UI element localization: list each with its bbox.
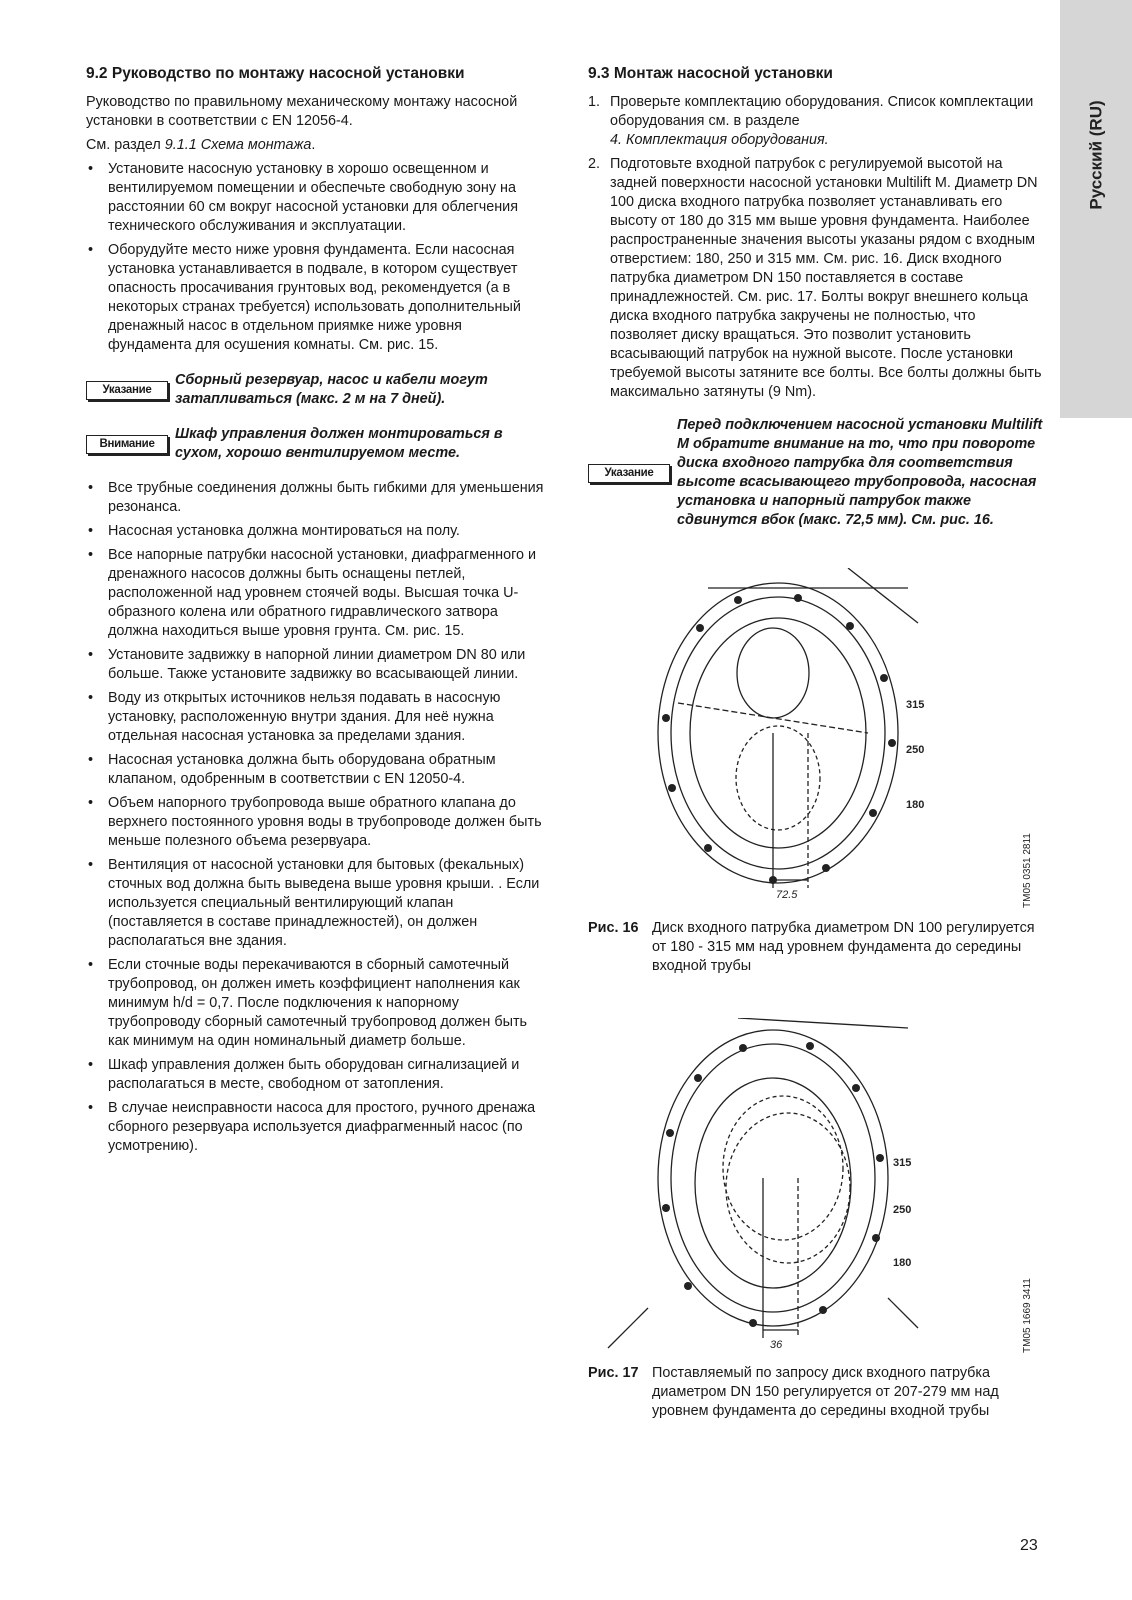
step-number: 2.	[588, 156, 601, 172]
base-line-left	[608, 1308, 648, 1348]
inlet-position-mid	[723, 1096, 843, 1240]
level-250: 250	[893, 1204, 912, 1216]
list-item: • Если сточные воды перекачиваются в сборный самотечный трубопровод, он должен иметь коэффициент наполнения как минимум h/d = 0,7. После подключения к напорному трубопроводу сборный самотечный трубопровод должен быть как минимум на один номинальный диаметр больше.	[86, 956, 546, 1051]
inlet-position-top	[737, 628, 809, 718]
reference-suffix: .	[311, 137, 316, 153]
step-text: Проверьте комплектацию оборудования. Список комплектации оборудования см. в разделе	[610, 94, 1034, 129]
list-item: • Оборудуйте место ниже уровня фундамента. Если насосная установка устанавливается в подвале, в котором существует опасность просачивания грунтовых вод, рекомендуется (а в некоторых странах требуется) использовать дополнительный дренажный насос в отдельном приямке ниже уровня фундамента для осушения комнаты. См. рис. 15.	[86, 241, 546, 355]
list-item: • В случае неисправности насоса для простого, ручного дренажа сборного резервуара используется диафрагменный насос (по усмотрению).	[86, 1099, 546, 1156]
list-item: • Воду из открытых источников нельзя подавать в насосную установку, расположенную внутри здания. Для неё нужна отдельная насосная установка за пределами здания.	[86, 689, 546, 746]
list-item: • Установите задвижку в напорной линии диаметром DN 80 или больше. Также установите задвижку во всасывающей линии.	[86, 646, 546, 684]
level-180: 180	[893, 1257, 912, 1269]
reference-link[interactable]: 9.1.1 Схема монтажа	[164, 137, 312, 153]
inner-ring	[695, 1078, 851, 1288]
outer-ring	[658, 1030, 888, 1326]
steps-list	[588, 93, 1043, 402]
list-item: • Вентиляция от насосной установки для бытовых (фекальных) сточных вод должна быть выведена выше уровня крыши. . Если используется специальный вентилирующий клапан (поставляется в составе принадлежностей), он должен располагаться вне здания.	[86, 856, 546, 951]
outer-ring-inner	[671, 597, 885, 869]
caption-label: Рис. 16	[588, 920, 639, 936]
caption-label: Рис. 17	[588, 1365, 639, 1381]
step-text: Подготовьте входной патрубок с регулируемой высотой на задней поверхности насосной установки Multilift M. Диаметр DN 100 диска входного патрубка позволяет устанавливать его высоту от 180 до 315 мм выше уровня фундамента. Наиболее распространенные значения высоты указаны рядом с входным отверстием: 180, 250 и 315 мм. См. рис. 16. Диск входного патрубка диаметром DN 150 поставляется в составе принадлежностей. См. рис. 17. Болты вокруг внешнего кольца диска входного патрубка закручены не полностью, что позволяет диску вращаться. Это позволит установить всасывающий патрубок на нужной высоте. После установки требуемой высоты затяните все болты. Все болты должны быть максимально затянуты (9 Nm).	[610, 156, 1042, 400]
list-item: • Насосная установка должна монтироваться на полу.	[86, 522, 546, 541]
bullet-list-a	[86, 160, 546, 355]
caution-badge: Внимание	[86, 435, 168, 454]
list-item: • Шкаф управления должен быть оборудован сигнализацией и располагаться в месте, свободном от затопления.	[86, 1056, 546, 1094]
list-item: • Все напорные патрубки насосной установки, диафрагменного и дренажного насосов должны быть оснащены петлей, расположенной над уровнем стоячей воды. Высшая точка U-образного колена или обратного гидравлического затвора должна находиться выше уровня грунта. См. рис. 15.	[86, 546, 546, 641]
inner-ring	[690, 618, 866, 848]
note-badge: Указание	[588, 464, 670, 483]
figure-17-caption	[588, 1364, 1043, 1421]
step-reference[interactable]: 4. Комплектация оборудования.	[610, 132, 829, 148]
level-250: 250	[906, 744, 925, 756]
caption-text: Поставляемый по запросу диск входного патрубка диаметром DN 150 регулируется от 207-279 мм над уровнем фундамента до середины входной трубы	[652, 1365, 999, 1419]
pipe-top-line	[738, 1018, 908, 1028]
caption-text: Диск входного патрубка диаметром DN 100 регулируется от 180 - 315 мм над уровнем фундамента до середины входной трубы	[652, 920, 1035, 974]
section-heading: 9.2 Руководство по монтажу насосной установки	[86, 65, 465, 82]
dimension-label: 36	[770, 1339, 783, 1351]
figure-17	[588, 1018, 1043, 1358]
caution-text: Шкаф управления должен монтироваться в сухом, хорошо вентилируемом месте.	[175, 426, 503, 461]
note-badge: Указание	[86, 381, 168, 400]
list-item: • Объем напорного трубопровода выше обратного клапана до верхнего постоянного уровня воды в трубопроводе должен быть меньше полезного объема резервуара.	[86, 794, 546, 851]
level-315: 315	[906, 699, 925, 711]
list-item: • Насосная установка должна быть оборудована обратным клапаном, одобренным в соответствии с EN 12050-4.	[86, 751, 546, 789]
bullet-list-b	[86, 479, 546, 1156]
list-item: • Все трубные соединения должны быть гибкими для уменьшения резонанса.	[86, 479, 546, 517]
figure-16	[588, 568, 1043, 913]
reference-prefix: См. раздел	[86, 137, 165, 153]
figure-16-caption	[588, 919, 1043, 976]
level-180: 180	[906, 799, 925, 811]
outer-ring-inner	[671, 1044, 875, 1312]
note-box	[86, 371, 546, 409]
note-text: Сборный резервуар, насос и кабели могут затапливаться (макс. 2 м на 7 дней).	[175, 372, 488, 407]
pipe-diag-line	[848, 568, 918, 623]
language-tab	[1060, 0, 1132, 418]
intro-paragraph: Руководство по правильному механическому монтажу насосной установки в соответствии с EN 12056-4.	[86, 94, 518, 129]
step-number: 1.	[588, 94, 601, 110]
language-label: Русский (RU)	[1086, 100, 1106, 210]
note-box	[588, 416, 1043, 530]
step-item	[588, 93, 1043, 150]
caution-box	[86, 425, 546, 463]
page-number: 23	[1020, 1537, 1038, 1554]
list-item: • Установите насосную установку в хорошо освещенном и вентилируемом помещении и обеспечьте свободную зону на расстоянии 60 см вокруг насосной установки для облегчения технического обслуживания и эксплуатации.	[86, 160, 546, 236]
section-pump-installation	[588, 64, 1043, 1421]
reference-line	[86, 136, 546, 155]
section-installation-guide	[86, 64, 546, 1161]
inlet-position-low	[726, 1113, 850, 1263]
section-heading: 9.3 Монтаж насосной установки	[588, 65, 833, 82]
step-item	[588, 155, 1043, 402]
base-line-right	[888, 1298, 918, 1328]
level-315: 315	[893, 1157, 912, 1169]
note-text: Перед подключением насосной установки Multilift M обратите внимание на то, что при повороте диска входного патрубка для соответствия высоте всасывающего трубопровода, насосная установка и напорный патрубок также сдвинутся вбок (макс. 72,5 мм). См. рис. 16.	[677, 417, 1043, 528]
figure-id: TM05 0351 2811	[1022, 833, 1033, 908]
inlet-disc-dn100-drawing	[588, 568, 1043, 913]
inlet-disc-dn150-drawing	[588, 1018, 1043, 1358]
figure-id: TM05 1669 3411	[1022, 1278, 1033, 1353]
dimension-label: 72.5	[776, 889, 798, 901]
